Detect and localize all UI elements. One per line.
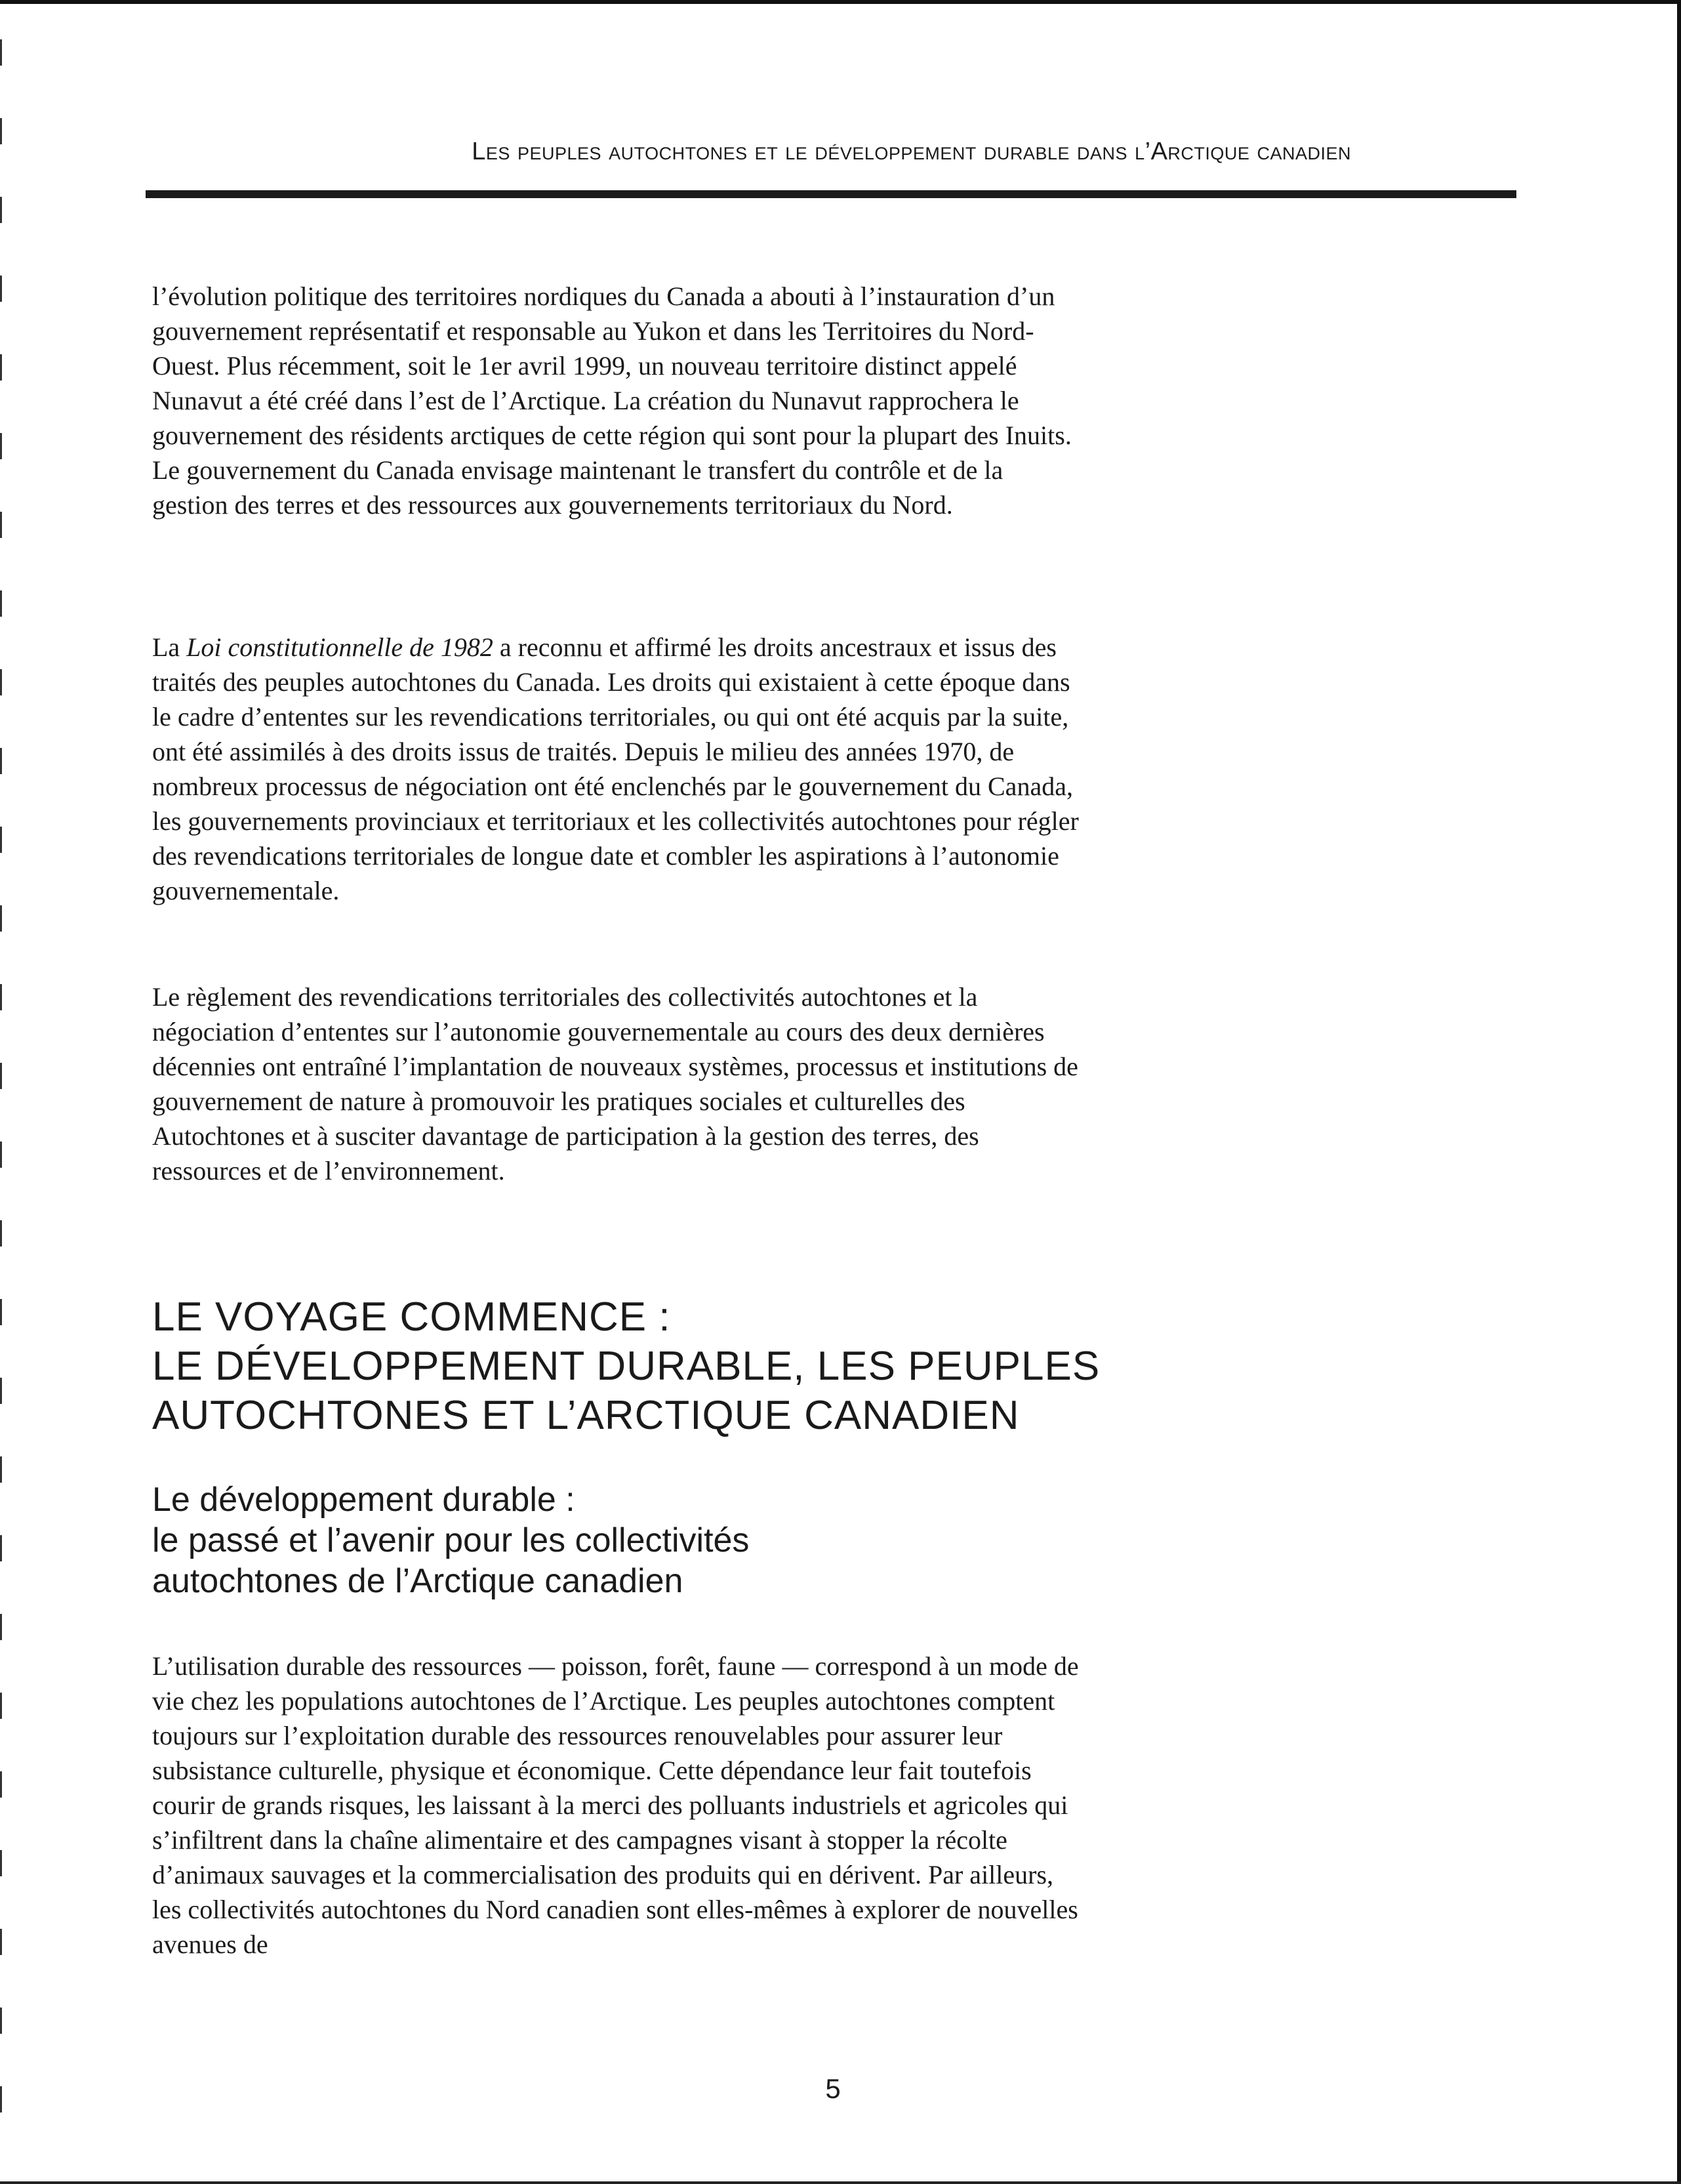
page-number: 5 [825, 2073, 841, 2104]
running-header: Les peuples autochtones et le développement durable dans l’Arctique canadien [472, 138, 1351, 165]
paragraph-text: l’évolution politique des territoires nordiques du Canada a abouti à l’instauration d’un gouvernement représentatif et responsable au Yukon et dans les Territoires du Nord-Ouest. Plus récemment, soit le 1er avril 1999, un nouveau territoire distinct appelé Nunavut a été créé dans l’est de l’Arctique. La création du Nunavut rapprochera le gouvernement des résidents arctiques de cette région qui sont pour la plupart des Inuits. Le gouvernement du Canada envisage maintenant le transfert du contrôle et de la gestion des terres et des ressources aux gouvernements territoriaux du Nord. [152, 281, 1072, 520]
page-border-right [1677, 0, 1681, 2184]
header-rule [146, 190, 1516, 198]
paragraph-text [152, 630, 1084, 908]
subsection-heading-line-1: Le développement durable : [152, 1481, 575, 1519]
paragraph-rest: a reconnu et affirmé les droits ancestraux et issus des traités des peuples autochtones du Canada. Les droits qui existaient à cette époque dans le cadre d’ententes sur les revendications territoriales, ou qui ont été acquis par la suite, ont été assimilés à des droits issus de traités. Depuis le milieu des années 1970, de nombreux processus de négociation ont été enclenchés par le gouvernement du Canada, les gouvernements provinciaux et territoriaux et les collectivités autochtones pour régler des revendications territoriales de longue date et combler les aspirations à l’autonomie gouvernementale. [152, 632, 1079, 905]
paragraph-land-claims [152, 979, 1084, 1188]
law-title-italic: Loi constitutionnelle de 1982 [186, 632, 493, 662]
paragraph-text: L’utilisation durable des ressources — poisson, forêt, faune — correspond à un mode de vie chez les populations autochtones de l’Arctique. Les peuples autochtones comptent toujours sur l’exploitation durable des ressources renouvelables pour assurer leur subsistance culturelle, physique et économique. Cette dépendance leur fait toutefois courir de grands risques, les laissant à la merci des polluants industriels et agricoles qui s’infiltrent dans la chaîne alimentaire et des campagnes visant à stopper la récolte d’animaux sauvages et la commercialisation des produits qui en dérivent. Par ailleurs, les collectivités autochtones du Nord canadien sont elles-mêmes à explorer de nouvelles avenues de [152, 1651, 1079, 1959]
page-border-bottom [0, 2181, 1681, 2184]
paragraph-prefix: La [152, 632, 187, 662]
section-heading-line-3: AUTOCHTONES ET L’ARCTIQUE CANADIEN [152, 1393, 1020, 1438]
page-border-left [0, 39, 2, 2139]
page-border-top [0, 0, 1681, 4]
paragraph-political-evolution [152, 279, 1084, 522]
paragraph-sustainable-use [152, 1649, 1084, 1962]
subsection-heading-line-3: autochtones de l’Arctique canadien [152, 1562, 683, 1600]
subsection-heading [152, 1479, 1267, 1601]
subsection-heading-line-2: le passé et l’avenir pour les collectivités [152, 1521, 750, 1559]
paragraph-text: Le règlement des revendications territoriales des collectivités autochtones et la négociation d’ententes sur l’autonomie gouvernementale au cours des deux dernières décennies ont entraîné l’implantation de nouveaux systèmes, processus et institutions de gouvernement de nature à promouvoir les pratiques sociales et culturelles des Autochtones et à susciter davantage de participation à la gestion des terres, des ressources et de l’environnement. [152, 982, 1078, 1185]
section-heading-line-2: LE DÉVELOPPEMENT DURABLE, LES PEUPLES [152, 1344, 1101, 1389]
section-heading [152, 1292, 1267, 1440]
section-heading-line-1: LE VOYAGE COMMENCE : [152, 1294, 671, 1340]
paragraph-constitution-act [152, 630, 1084, 908]
